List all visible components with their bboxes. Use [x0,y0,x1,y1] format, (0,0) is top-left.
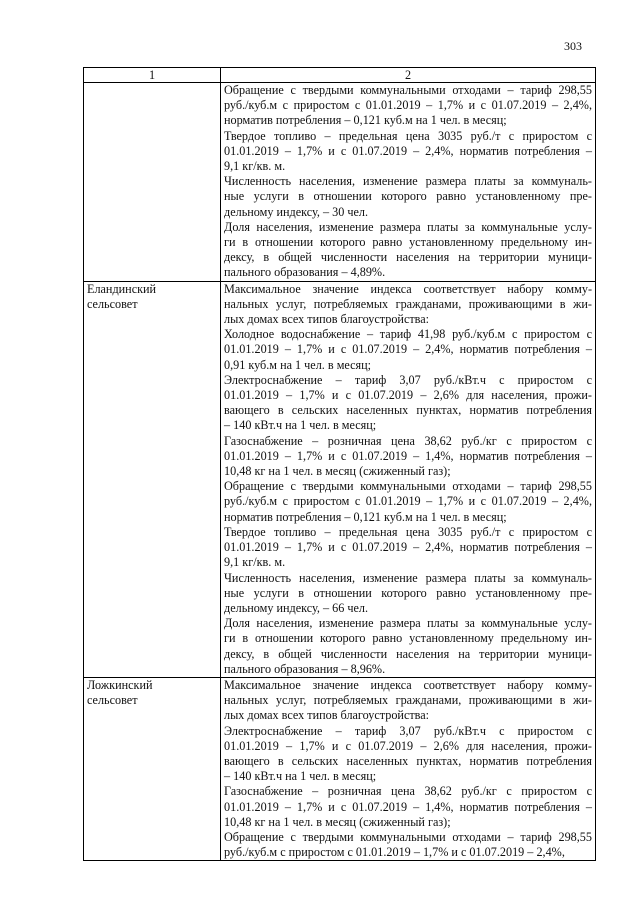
text-line: ные услуги в отношении которого равно установленному пре- [224,189,592,204]
region-cell [84,281,221,677]
description-cell [221,677,596,860]
page-number: 303 [564,39,582,53]
text-line: лых домах всех типов благоустройства: [224,708,430,723]
text-line: 01.01.2019 – 1,7% и с 01.07.2019 – 2,4%, норматив потребления – [224,143,592,158]
text-line: Доля населения, изменение размера платы за коммунальные услу- [224,219,592,234]
text-line: пального образования – 4,89%. [224,265,386,280]
text-line: Максимальное значение индекса соответствует набору комму- [224,677,592,692]
region-cell [84,83,221,282]
column-header-2: 2 [221,68,596,83]
table-row [84,83,596,282]
paragraph [224,327,592,373]
tariff-table [83,67,596,861]
text-line: 01.01.2019 – 1,7% и с 01.07.2019 – 1,4%, норматив потребления – [224,799,592,814]
text-line: – 140 кВт.ч на 1 чел. в месяц; [224,769,377,784]
text-line: Доля населения, изменение размера платы за коммунальные услу- [224,616,592,631]
text-line: вающего в сельских населенных пунктах, норматив потребления [224,403,592,418]
region-name-line: Еландинский [87,281,157,296]
table-header-row [84,68,596,83]
text-line: Обращение с твердыми коммунальными отходами – тариф 298,55 [224,479,592,494]
text-line: дельному индексу, – 66 чел. [224,600,369,615]
paragraph [224,220,592,281]
region-name-line: Ложкинский [87,677,153,692]
region-cell [84,677,221,860]
text-line: Максимальное значение индекса соответствует набору комму- [224,281,592,296]
text-line: 9,1 кг/кв. м. [224,555,286,570]
paragraph [224,174,592,220]
paragraph [224,434,592,480]
column-header-1: 1 [84,68,221,83]
text-line: дексу, в общей численности населения на территории муници- [224,646,592,661]
text-line: дельному индексу, – 30 чел. [224,204,369,219]
text-line: Холодное водоснабжение – тариф 41,98 руб./куб.м с приростом с [224,327,592,342]
paragraph [224,282,592,328]
text-line: руб./куб.м с приростом с 01.01.2019 – 1,7% и с 01.07.2019 – 2,4%, [224,845,565,860]
text-line: Численность населения, изменение размера платы за коммуналь- [224,570,592,585]
text-line: Электроснабжение – тариф 3,07 руб./кВт.ч с приростом с [224,723,592,738]
text-line: 0,91 куб.м на 1 чел. в месяц; [224,357,372,372]
text-line: ные услуги в отношении которого равно установленному пре- [224,585,592,600]
paragraph [224,479,592,525]
text-line: 10,48 кг на 1 чел. в месяц (сжиженный газ); [224,814,451,829]
text-line: руб./куб.м с приростом с 01.01.2019 – 1,7% и с 01.07.2019 – 2,4%, [224,98,592,113]
paragraph [224,525,592,571]
text-line: Электроснабжение – тариф 3,07 руб./кВт.ч с приростом с [224,372,592,387]
text-line: – 140 кВт.ч на 1 чел. в месяц; [224,418,377,433]
text-line: нальных услуг, потребляемых гражданами, проживающими в жи- [224,693,592,708]
text-line: 9,1 кг/кв. м. [224,159,286,174]
text-line: 01.01.2019 – 1,7% и с 01.07.2019 – 1,4%, норматив потребления – [224,448,592,463]
text-line: дексу, в общей численности населения на территории муници- [224,250,592,265]
text-line: Обращение с твердыми коммунальными отходами – тариф 298,55 [224,829,592,844]
text-line: нальных услуг, потребляемых гражданами, проживающими в жи- [224,296,592,311]
paragraph [224,616,592,677]
text-line: норматив потребления – 0,121 куб.м на 1 чел. в месяц; [224,113,507,128]
text-line: 10,48 кг на 1 чел. в месяц (сжиженный газ); [224,464,451,479]
text-line: ги в отношении которого равно установленному предельному ин- [224,631,592,646]
text-line: 01.01.2019 – 1,7% и с 01.07.2019 – 2,6% для населения, прожи- [224,388,592,403]
text-line: Численность населения, изменение размера платы за коммуналь- [224,174,592,189]
paragraph [224,724,592,785]
region-name-line: сельсовет [87,296,138,311]
text-line: Газоснабжение – розничная цена 38,62 руб./кг с приростом с [224,433,592,448]
region-name-line: сельсовет [87,693,138,708]
paragraph [224,373,592,434]
table-row [84,281,596,677]
paragraph [224,784,592,830]
text-line: лых домах всех типов благоустройства: [224,312,430,327]
text-line: Газоснабжение – розничная цена 38,62 руб./кг с приростом с [224,784,592,799]
text-line: 01.01.2019 – 1,7% и с 01.07.2019 – 2,4%, норматив потребления – [224,540,592,555]
text-line: 01.01.2019 – 1,7% и с 01.07.2019 – 2,4%, норматив потребления – [224,342,592,357]
paragraph [224,83,592,129]
table-row [84,677,596,860]
text-line: 01.01.2019 – 1,7% и с 01.07.2019 – 2,6% для населения, прожи- [224,738,592,753]
text-line: Обращение с твердыми коммунальными отходами – тариф 298,55 [224,83,592,97]
text-line: Твердое топливо – предельная цена 3035 руб./т с приростом с [224,524,592,539]
description-cell [221,83,596,282]
description-cell [221,281,596,677]
text-line: пального образования – 8,96%. [224,661,386,676]
paragraph [224,678,592,724]
text-line: руб./куб.м с приростом с 01.01.2019 – 1,7% и с 01.07.2019 – 2,4%, [224,494,592,509]
text-line: норматив потребления – 0,121 куб.м на 1 чел. в месяц; [224,509,507,524]
paragraph [224,830,592,860]
text-line: ги в отношении которого равно установленному предельному ин- [224,235,592,250]
text-line: вающего в сельских населенных пунктах, норматив потребления [224,753,592,768]
paragraph [224,129,592,175]
paragraph [224,571,592,617]
text-line: Твердое топливо – предельная цена 3035 руб./т с приростом с [224,128,592,143]
